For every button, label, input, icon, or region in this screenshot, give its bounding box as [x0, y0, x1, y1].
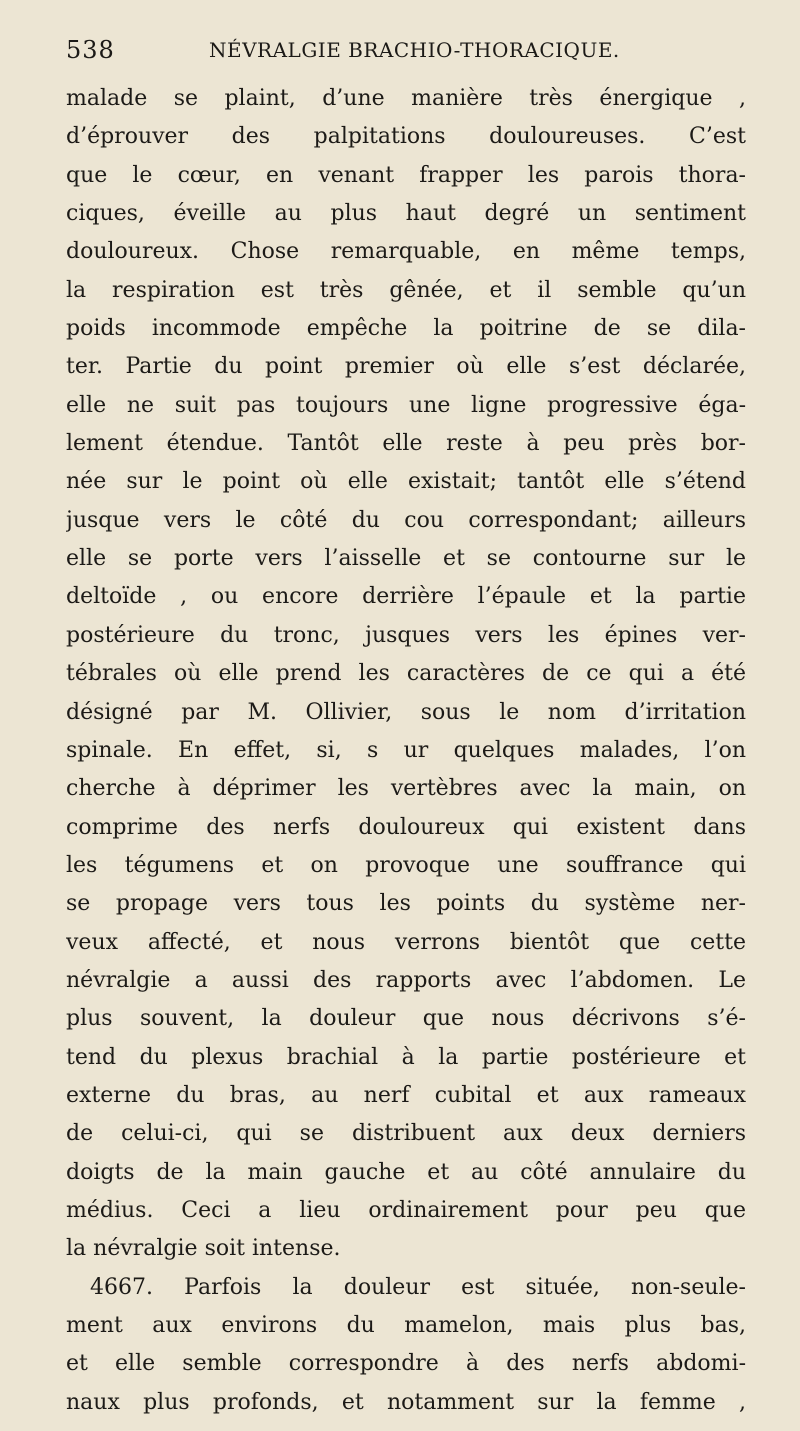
text-line: plus souvent, la douleur que nous décrivons s’é-: [66, 1006, 746, 1032]
text-line: cherche à déprimer les vertèbres avec la main, on: [66, 776, 746, 802]
text-line: que le cœur, en venant frapper les parois thora-: [66, 162, 746, 188]
text-line: elle ne suit pas toujours une ligne progressive éga-: [66, 392, 746, 418]
text-line: née sur le point où elle existait; tantôt elle s’étend: [66, 469, 746, 495]
page-number: 538: [66, 36, 115, 64]
text-line: de celui-ci, qui se distribuent aux deux derniers: [66, 1121, 746, 1147]
text-line: se propage vers tous les points du système ner-: [66, 891, 746, 917]
text-line: spinale. En effet, si, s ur quelques malades, l’on: [66, 737, 746, 763]
text-line: la respiration est très gênée, et il semble qu’un: [66, 277, 746, 303]
text-line: tend du plexus brachial à la partie postérieure et: [66, 1044, 746, 1070]
text-line: les tégumens et on provoque une souffrance qui: [66, 852, 746, 878]
text-line: ciques, éveille au plus haut degré un sentiment: [66, 201, 746, 227]
text-line: névralgie a aussi des rapports avec l’abdomen. Le: [66, 967, 746, 993]
body-text: [66, 80, 746, 1422]
text-line: comprime des nerfs douloureux qui existent dans: [66, 814, 746, 840]
text-line: ment aux environs du mamelon, mais plus bas,: [66, 1313, 746, 1338]
text-line: médius. Ceci a lieu ordinairement pour peu que: [66, 1197, 746, 1223]
text-line: naux plus profonds, et notamment sur la femme ,: [66, 1389, 746, 1415]
text-line: veux affecté, et nous verrons bientôt que cette: [66, 929, 746, 955]
text-line: externe du bras, au nerf cubital et aux rameaux: [66, 1082, 746, 1108]
text-line: douloureux. Chose remarquable, en même temps,: [66, 239, 746, 265]
running-head: NÉVRALGIE BRACHIO-THORACIQUE.: [209, 38, 620, 62]
paragraph-end-line: la névralgie soit intense.: [66, 1236, 341, 1262]
text-line: désigné par M. Ollivier, sous le nom d’irritation: [66, 699, 746, 725]
text-line: et elle semble correspondre à des nerfs abdomi-: [66, 1351, 746, 1377]
text-line: ter. Partie du point premier où elle s’est déclarée,: [66, 354, 746, 380]
text-line: lement étendue. Tantôt elle reste à peu près bor-: [66, 431, 746, 457]
text-line: tébrales où elle prend les caractères de ce qui a été: [66, 661, 746, 687]
text-line: doigts de la main gauche et au côté annulaire du: [66, 1159, 746, 1185]
text-line: d’éprouver des palpitations douloureuses. C’est: [66, 124, 746, 150]
page-header: [66, 28, 746, 68]
text-line: malade se plaint, d’une manière très énergique ,: [66, 86, 746, 111]
text-line: jusque vers le côté du cou correspondant; ailleurs: [66, 507, 746, 533]
text-line: postérieure du tronc, jusques vers les épines ver-: [66, 622, 746, 648]
text-line: poids incommode empêche la poitrine de se dila-: [66, 316, 746, 342]
paragraph-start-line: 4667. Parfois la douleur est située, non-seule-: [90, 1274, 746, 1300]
text-line: deltoïde , ou encore derrière l’épaule et la partie: [66, 584, 746, 610]
text-line: elle se porte vers l’aisselle et se contourne sur le: [66, 546, 746, 572]
